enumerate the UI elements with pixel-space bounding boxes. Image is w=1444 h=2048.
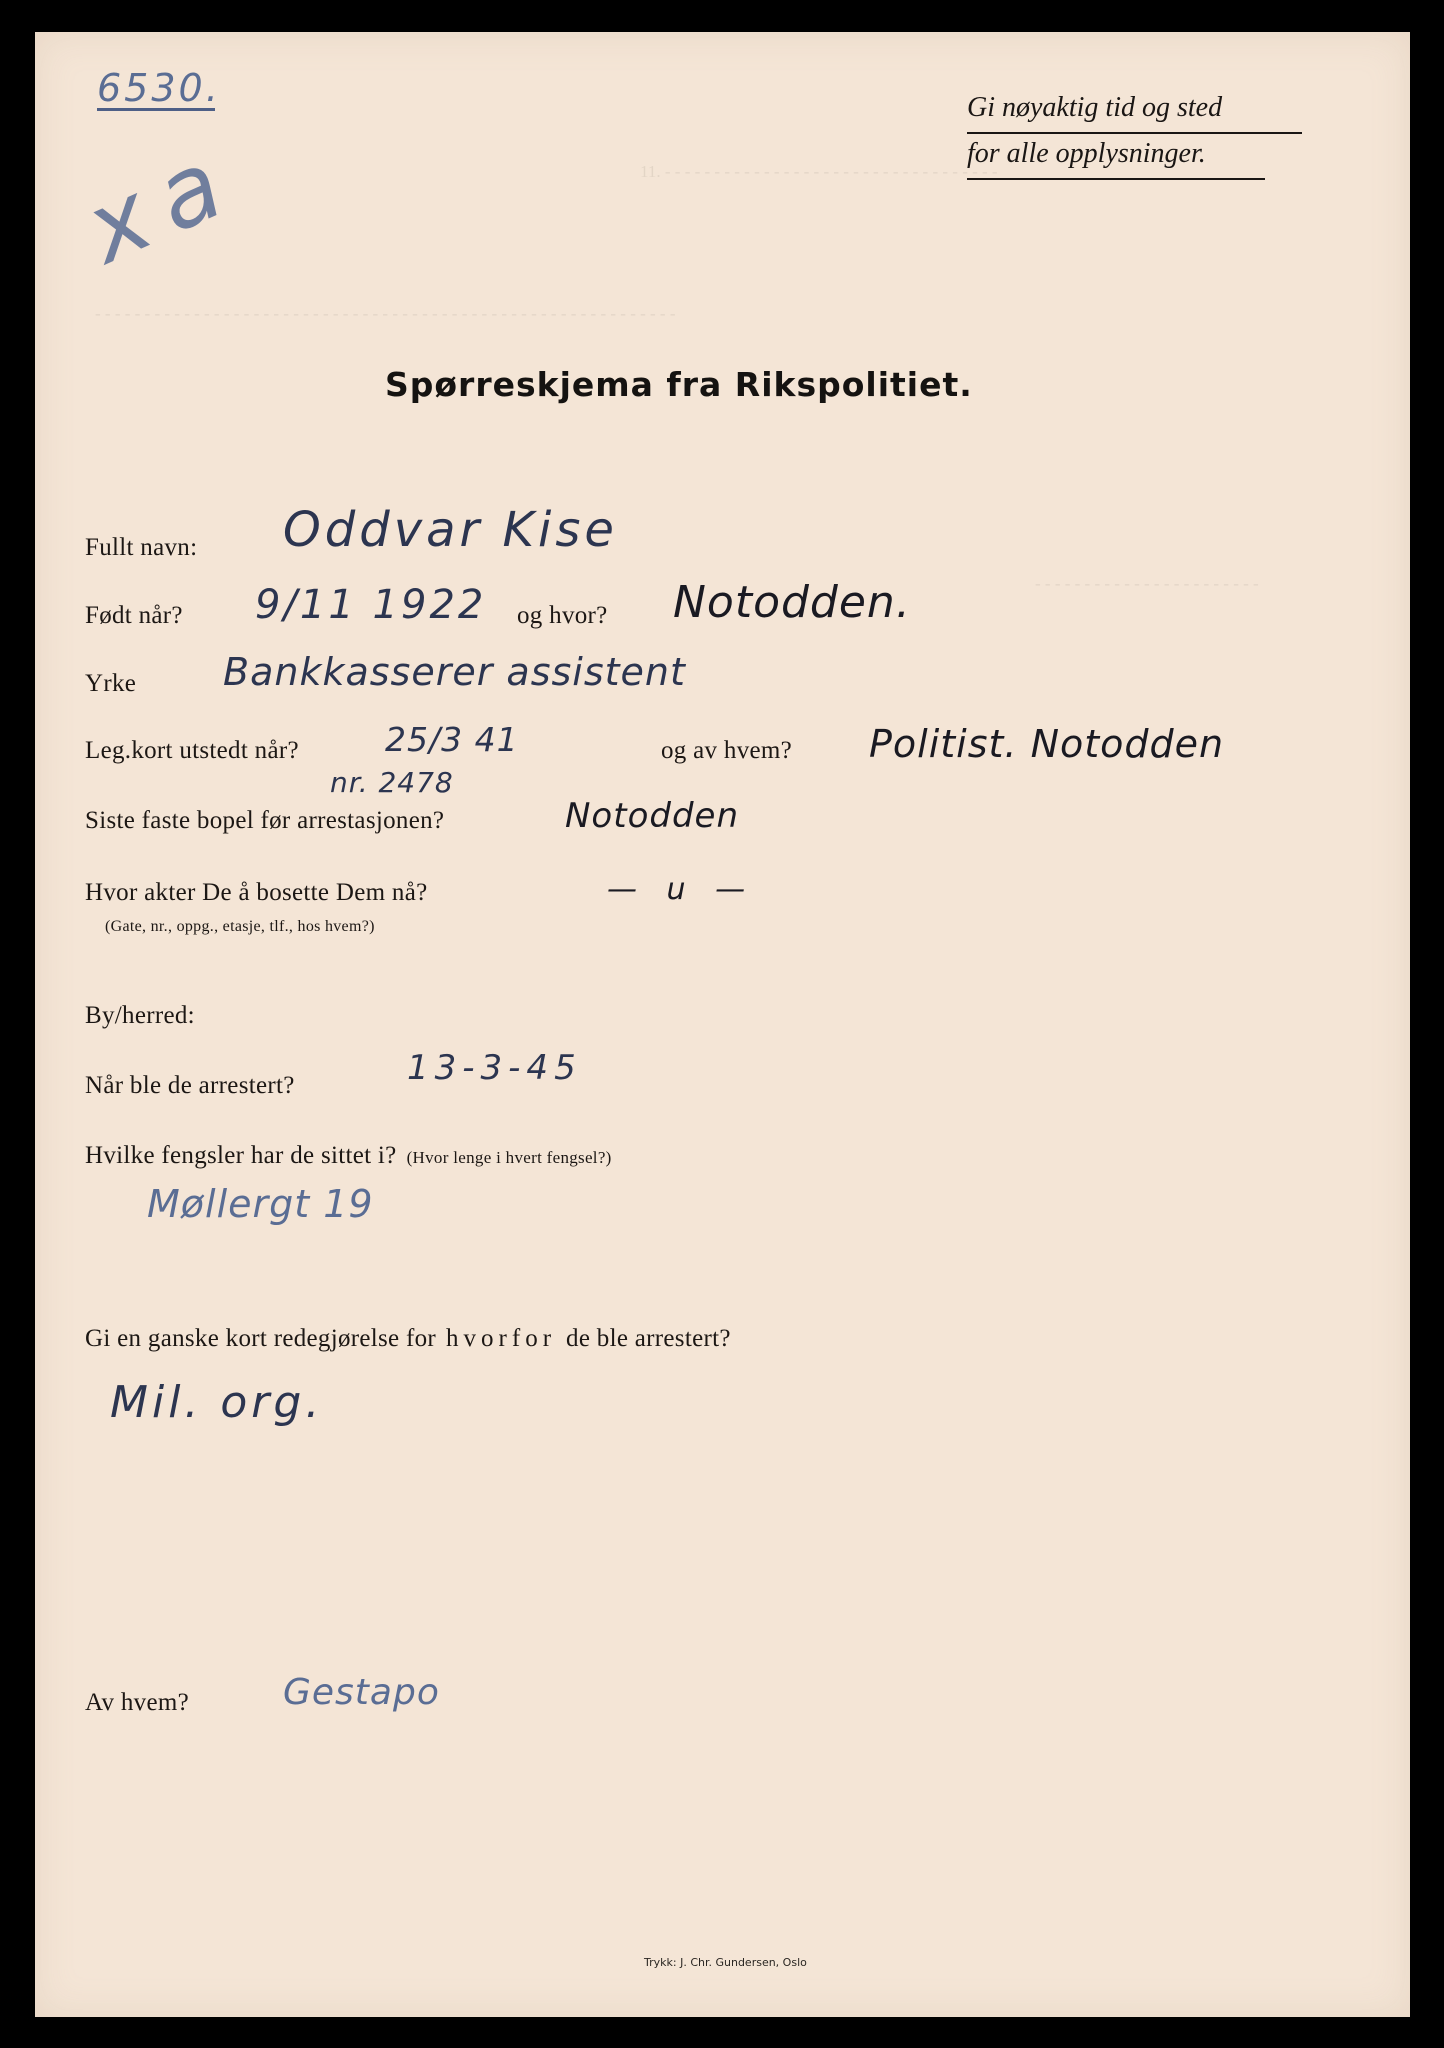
last-residence-label: Siste faste bopel før arrestasjonen? <box>85 807 445 834</box>
intended-residence-sublabel: (Gate, nr., oppg., etasje, tlf., hos hvem?) <box>105 918 375 935</box>
intended-residence-label: Hvor akter De å bosette Dem nå? <box>85 879 428 906</box>
prisons-sublabel: (Hvor lenge i hvert fengsel?) <box>406 1148 612 1167</box>
full-name-value: Oddvar Kise <box>283 502 618 558</box>
intended-residence-value: — u — <box>607 872 756 907</box>
bleed-through-text: 11. - - - - - - - - - - - - - - - - - - - - - - - - - - - - - - - - - - <box>640 162 998 181</box>
id-card-number-value: nr. 2478 <box>330 766 454 799</box>
occupation-label: Yrke <box>85 670 137 697</box>
arrested-by-label: Av hvem? <box>85 1689 189 1716</box>
corner-mark: x a <box>69 130 233 286</box>
notice-underline-2 <box>967 178 1265 180</box>
reason-value: Mil. org. <box>110 1377 324 1428</box>
document-number-text: 6530. <box>97 66 221 110</box>
arrested-by-value: Gestapo <box>283 1672 440 1713</box>
bleed-through-text: - - - - - - - - - - - - - - - - - - - - - - - <box>1035 574 1259 593</box>
notice-line-2: for alle opplysninger. <box>967 138 1206 169</box>
full-name-label: Fullt navn: <box>85 534 198 561</box>
id-card-by-value: Politist. Notodden <box>869 722 1225 766</box>
reason-label-start: Gi en ganske kort redegjørelse for <box>85 1325 437 1352</box>
id-card-by-label: og av hvem? <box>661 737 793 764</box>
prisons-value: Møllergt 19 <box>147 1182 374 1226</box>
reason-label-emphasis: hvorfor <box>446 1325 557 1352</box>
reason-question <box>85 1325 731 1353</box>
born-where-label: og hvor? <box>517 602 608 629</box>
prisons-question <box>85 1142 612 1170</box>
notice-line-1: Gi nøyaktig tid og sted <box>967 92 1223 123</box>
occupation-value: Bankkasserer assistent <box>223 650 686 694</box>
printer-footer: Trykk: J. Chr. Gundersen, Oslo <box>644 1956 807 1969</box>
id-card-when-value: 25/3 41 <box>385 720 519 759</box>
born-where-value: Notodden. <box>673 577 911 628</box>
document-number <box>97 66 221 111</box>
last-residence-value: Notodden <box>565 796 739 836</box>
reason-label-end: de ble arrestert? <box>566 1325 731 1352</box>
prisons-label: Hvilke fengsler har de sittet i? <box>85 1142 397 1169</box>
id-card-when-label: Leg.kort utstedt når? <box>85 737 299 764</box>
arrested-when-value: 13-3-45 <box>407 1048 582 1088</box>
born-when-value: 9/11 1922 <box>255 582 487 628</box>
arrested-when-label: Når ble de arrestert? <box>85 1072 295 1099</box>
form-sheet <box>35 32 1410 2017</box>
bleed-through-text: - - - - - - - - - - - - - - - - - - - - - - - - - - - - - - - - - - - - - - - - - - - - - - - - - - - - - - - - - - - <box>95 304 676 323</box>
born-when-label: Født når? <box>85 602 183 629</box>
notice-underline-1 <box>967 132 1302 134</box>
town-label: By/herred: <box>85 1002 195 1029</box>
page-title: Spørreskjema fra Rikspolitiet. <box>385 365 973 404</box>
